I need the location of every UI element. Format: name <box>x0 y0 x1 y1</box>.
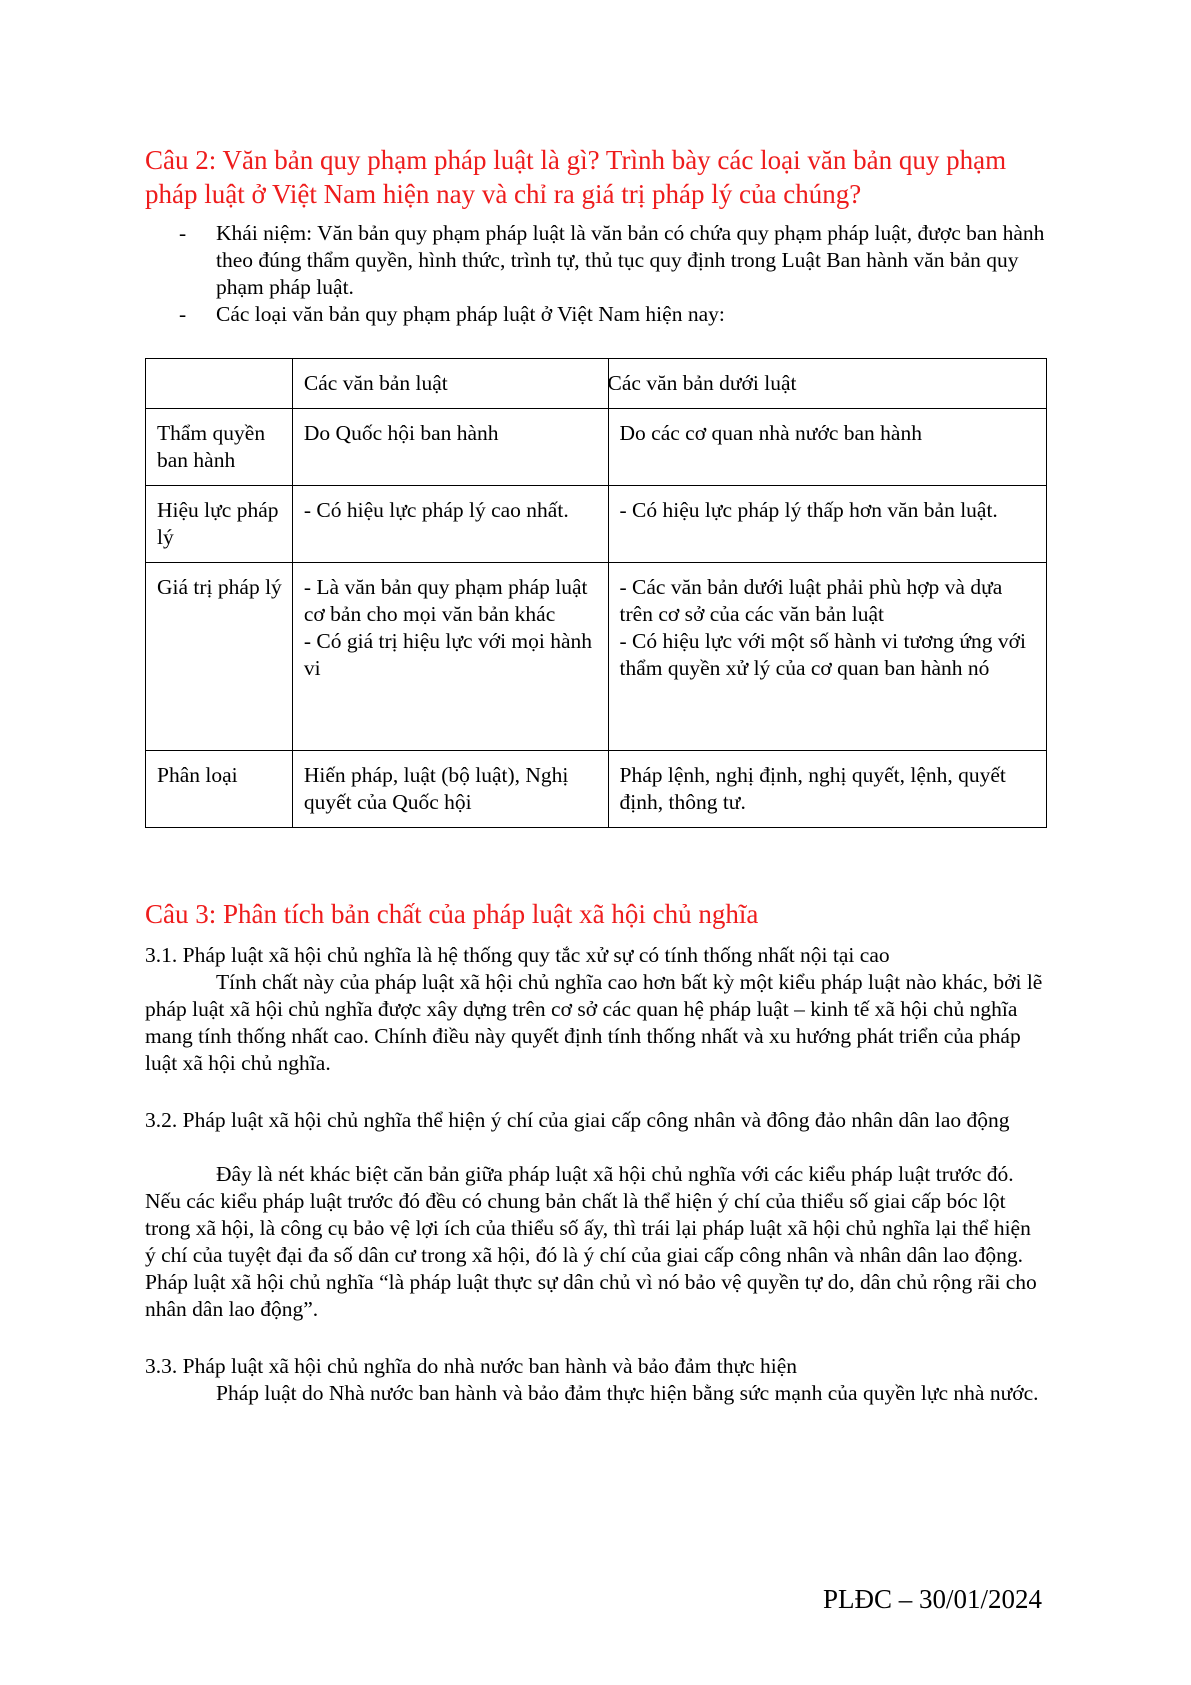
question-3-title: Câu 3: Phân tích bản chất của pháp luật xã hội chủ nghĩa <box>145 899 759 929</box>
table-header-row <box>146 359 1047 409</box>
table-row-label: Hiệu lực pháp lý <box>146 486 293 563</box>
section-3-1-title: 3.1. Pháp luật xã hội chủ nghĩa là hệ thống quy tắc xử sự có tính thống nhất nội tại cao <box>145 943 890 967</box>
section-3-2-title: 3.2. Pháp luật xã hội chủ nghĩa thể hiện ý chí của giai cấp công nhân và đông đảo nhân dân lao động <box>145 1108 1010 1132</box>
section-3-1-body: Tính chất này của pháp luật xã hội chủ nghĩa cao hơn bất kỳ một kiểu pháp luật nào khác, bởi lẽ pháp luật xã hội chủ nghĩa được xây dựng trên cơ sở các quan hệ pháp luật – kinh tế xã hội chủ nghĩa mang tính thống nhất cao. Chính điều này quyết định tính thống nhất và xu hướng phát triển của pháp luật xã hội chủ nghĩa. <box>145 970 1043 1075</box>
table-header-text: Các văn bản dưới luật <box>607 371 797 395</box>
table-row <box>146 409 1047 486</box>
table-cell: Pháp lệnh, nghị định, nghị quyết, lệnh, quyết định, thông tư. <box>608 751 1046 828</box>
question-2-bullet-list <box>145 220 1045 328</box>
table-cell: Do Quốc hội ban hành <box>292 409 608 486</box>
table-cell: - Có hiệu lực pháp lý thấp hơn văn bản luật. <box>608 486 1046 563</box>
list-item <box>145 220 1045 301</box>
bullet-text: Các loại văn bản quy phạm pháp luật ở Việt Nam hiện nay: <box>216 302 725 326</box>
table-row <box>146 486 1047 563</box>
section-3-3-body: Pháp luật do Nhà nước ban hành và bảo đảm thực hiện bằng sức mạnh của quyền lực nhà nước. <box>216 1381 1039 1405</box>
table-cell: - Các văn bản dưới luật phải phù hợp và dựa trên cơ sở của các văn bản luật - Có hiệu lực với một số hành vi tương ứng với thẩm quyền xử lý của cơ quan ban hành nó <box>608 563 1046 751</box>
question-2-title: Câu 2: Văn bản quy phạm pháp luật là gì? Trình bày các loại văn bản quy phạm pháp luật ở Việt Nam hiện nay và chỉ ra giá trị pháp lý của chúng? <box>145 145 1007 209</box>
section-3-3-title: 3.3. Pháp luật xã hội chủ nghĩa do nhà nước ban hành và bảo đảm thực hiện <box>145 1354 798 1378</box>
table-header-cell <box>146 359 293 409</box>
bullet-dash: - <box>179 302 187 326</box>
bullet-text: Khái niệm: Văn bản quy phạm pháp luật là văn bản có chứa quy phạm pháp luật, được ban hành theo đúng thẩm quyền, hình thức, trình tự, thủ tục quy định trong Luật Ban hành văn bản quy phạm pháp luật. <box>216 221 1045 299</box>
table-cell: Hiến pháp, luật (bộ luật), Nghị quyết của Quốc hội <box>292 751 608 828</box>
bullet-dash: - <box>179 221 187 245</box>
table-row-label: Giá trị pháp lý <box>146 563 293 751</box>
page-footer: PLĐC – 30/01/2024 <box>822 1584 1042 1614</box>
legal-documents-table <box>145 358 1047 828</box>
list-item <box>145 301 1045 328</box>
table-row-label: Thẩm quyền ban hành <box>146 409 293 486</box>
table-cell: - Có hiệu lực pháp lý cao nhất. <box>292 486 608 563</box>
table-header-cell <box>608 359 1046 409</box>
section-3-2-body: Đây là nét khác biệt căn bản giữa pháp luật xã hội chủ nghĩa với các kiểu pháp luật trước đó. Nếu các kiểu pháp luật trước đó đều có chung bản chất là thể hiện ý chí của thiểu số giai cấp bóc lột trong xã hội, là công cụ bảo vệ lợi ích của thiểu số ấy, thì trái lại pháp luật xã hội chủ nghĩa lại thể hiện ý chí của tuyệt đại đa số dân cư trong xã hội, đó là ý chí của giai cấp công nhân và nhân dân lao động. Pháp luật xã hội chủ nghĩa “là pháp luật thực sự dân chủ vì nó bảo vệ quyền tự do, dân chủ rộng rãi cho nhân dân lao động”. <box>145 1162 1037 1321</box>
table-row-label: Phân loại <box>146 751 293 828</box>
table-row <box>146 751 1047 828</box>
table-header-cell: Các văn bản luật <box>292 359 608 409</box>
table-cell: Do các cơ quan nhà nước ban hành <box>608 409 1046 486</box>
table-row <box>146 563 1047 751</box>
table-cell: - Là văn bản quy phạm pháp luật cơ bản cho mọi văn bản khác - Có giá trị hiệu lực với mọi hành vi <box>292 563 608 751</box>
